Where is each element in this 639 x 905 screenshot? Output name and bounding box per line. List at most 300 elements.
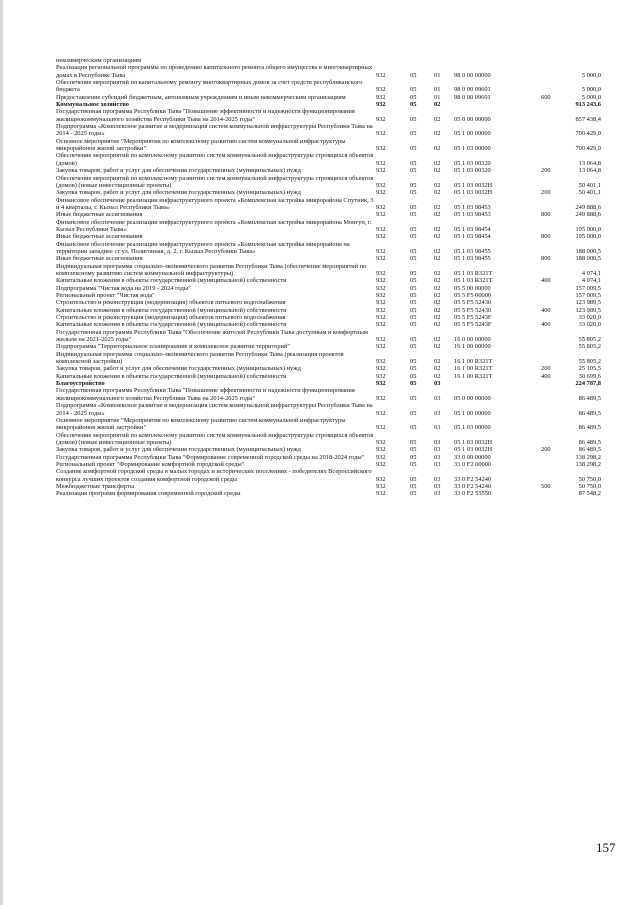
row-sum-cell: 55 805,2 [578,358,601,366]
row-csr-cell: 05 5 00 00000 [454,284,491,292]
row-sum-cell: 4 074,1 [581,277,601,285]
row-ved-cell: 932 [376,292,386,299]
row-name: Капитальные вложения в объекты государственной (муниципальной) собственности [56,372,287,380]
table-row [56,175,601,190]
section-row [56,380,601,387]
table-row [56,299,601,306]
row-csr-cell: 33 0 F2 55550 [454,490,492,498]
row-csr-cell: 16 1 00 00000 [454,343,491,351]
row-csr-cell: 05 5 F5 52430 [454,299,492,307]
row-csr-cell: 05 5 F5 5243F [454,321,492,329]
row-vr-cell: 200 [541,446,551,454]
row-pr-cell: 02 [434,365,441,373]
table-row [56,432,601,447]
row-name: Финансовое обеспечение реализации инфраструктурного проекта «Комплексная застройка микрорайона Спутник, 3 и 4 кварталы, г. Кызыл Республики Тыва» [56,196,374,211]
row-name: Региональный проект "Формирование комфортной городской среды" [56,460,245,468]
row-ved-cell: 932 [376,409,386,417]
table-row [56,211,601,218]
row-rz-cell: 05 [410,372,417,380]
row-ved-cell: 932 [376,145,386,153]
row-ved-cell: 932 [376,380,386,388]
table-row [56,167,601,174]
row-vr-cell: 400 [541,321,551,329]
row-name: Обеспечение мероприятий по комплексному развитию систем коммунальной инфраструктуры строящихся объектов (домов) (новые инвестиционные проекты) [56,431,374,446]
row-rz-cell: 05 [410,482,417,490]
row-rz-cell: 05 [410,233,417,241]
row-rz-cell: 05 [410,358,417,366]
row-sum-cell: 33 020,0 [578,321,601,329]
row-sum-cell: 13 064,8 [578,159,601,167]
row-pr-cell: 02 [434,372,441,380]
row-rz-cell: 05 [410,255,417,263]
row-name: Подпрограмма «Комплексное развитие и модернизация систем коммунальной инфраструктуры Республики Тыва на 2014 - 2025 годы» [56,123,373,138]
row-pr-cell: 02 [434,181,441,189]
row-vr-cell: 800 [541,255,551,263]
row-ved-cell: 932 [376,130,386,138]
row-sum-cell: 123 989,5 [575,306,601,314]
table-row [56,233,601,240]
row-csr-cell: 05 1 03 00320 [454,159,491,167]
row-rz-cell: 05 [410,115,417,123]
row-ved-cell: 932 [376,247,386,255]
row-rz-cell: 05 [410,343,417,351]
row-sum-cell: 138 298,2 [575,460,601,468]
row-pr-cell: 03 [434,438,441,446]
row-sum-cell: 224 787,8 [575,380,601,388]
row-name: Индивидуальная программа социально-экономического развития Республики Тыва (реализация проектов комплексной застройки) [56,350,344,366]
row-rz-cell: 05 [410,86,417,94]
row-rz-cell: 05 [410,314,417,322]
table-row [56,285,601,292]
row-sum-cell: 4 074,1 [581,269,601,277]
row-ved-cell: 932 [376,211,386,219]
row-sum-cell: 195 000,0 [575,233,601,241]
row-name: Подпрограмма «Комплексное развитие и модернизация систем коммунальной инфраструктуры Республики Тыва на 2014 - 2025 годы» [56,402,373,417]
row-pr-cell: 03 [434,490,441,498]
row-name: Закупка товаров, работ и услуг для обеспечения государственных (муниципальных) нужд [56,189,301,197]
row-csr-cell: 05 1 03 00000 [454,145,491,153]
row-pr-cell: 02 [434,269,441,277]
row-rz-cell: 05 [410,159,417,167]
table-row [56,108,601,123]
row-sum-cell: 87 548,2 [578,490,601,498]
row-rz-cell: 05 [410,189,417,197]
row-rz-cell: 05 [410,225,417,233]
table-row [56,219,601,234]
row-sum-cell: 25 105,5 [578,365,601,373]
row-ved-cell: 932 [376,336,386,344]
row-sum-cell: 55 805,2 [578,336,601,344]
row-sum-cell: 13 064,8 [578,167,601,175]
row-sum-cell: 33 020,0 [578,314,601,322]
table-row [56,446,601,453]
row-sum-cell: 5 000,0 [581,86,601,94]
row-sum-cell: 138 298,2 [575,453,601,461]
row-vr-cell: 400 [541,306,551,314]
page-number: 157 [596,840,616,855]
row-pr-cell: 02 [434,306,441,314]
row-rz-cell: 05 [410,460,417,468]
row-name: Основное мероприятие "Мероприятия по комплексному развитию систем коммунальной инфраструктуры микрорайонов жилой застройки" [56,137,346,153]
row-pr-cell: 03 [434,380,441,388]
table-row [56,263,601,278]
row-vr-cell: 600 [541,93,551,101]
row-csr-cell: 05 1 03 00000 [454,424,491,432]
row-ved-cell: 932 [376,321,386,329]
row-pr-cell: 02 [434,203,441,211]
row-vr-cell: 800 [541,211,551,219]
row-ved-cell: 932 [376,233,386,241]
row-name: Закупка товаров, работ и услуг для обеспечения государственных (муниципальных) нужд [56,446,301,454]
row-name: Обеспечение мероприятий по капитальному ремонту многоквартирных домов за счет средств республиканского бюджета [56,79,363,94]
table-row [56,292,601,299]
row-name: Благоустройство [56,380,105,388]
row-pr-cell: 02 [434,336,441,344]
table-row [56,79,601,94]
row-pr-cell: 03 [434,460,441,468]
table-row [56,454,601,461]
row-csr-cell: 16 1 00 R321Т [454,372,493,380]
row-name: Подпрограмма "Чистая вода на 2019 - 2024 годы" [56,284,191,292]
row-ved-cell: 932 [376,277,386,285]
row-rz-cell: 05 [410,130,417,138]
row-vr-cell: 400 [541,372,551,380]
row-csr-cell: 05 5 F5 00000 [454,292,492,299]
row-rz-cell: 05 [410,93,417,101]
row-ved-cell: 932 [376,372,386,380]
row-ved-cell: 932 [376,394,386,402]
row-csr-cell: 05 5 F5 5243F [454,314,492,322]
row-ved-cell: 932 [376,159,386,167]
row-ved-cell: 932 [376,115,386,123]
row-vr-cell: 500 [541,482,551,490]
row-csr-cell: 05 1 03 0032Н [454,438,493,446]
row-sum-cell: 55 805,2 [578,343,601,351]
row-pr-cell: 02 [434,247,441,255]
row-rz-cell: 05 [410,145,417,153]
row-sum-cell: 249 888,6 [575,203,601,211]
row-ved-cell: 932 [376,482,386,490]
row-rz-cell: 05 [410,321,417,329]
row-csr-cell: 05 0 00 00000 [454,115,491,123]
row-csr-cell: 05 1 03 R321Т [454,269,493,277]
row-name: Иные бюджетные ассигнования [56,255,143,263]
row-pr-cell: 02 [434,211,441,219]
row-csr-cell: 05 1 03 98454 [454,225,491,233]
row-pr-cell: 03 [434,475,441,483]
row-csr-cell: 33 0 F2 00000 [454,460,492,468]
row-pr-cell: 02 [434,189,441,197]
row-pr-cell: 02 [434,284,441,292]
row-rz-cell: 05 [410,336,417,344]
row-rz-cell: 05 [410,453,417,461]
row-csr-cell: 05 1 03 0032Н [454,189,493,197]
row-pr-cell: 01 [434,71,441,79]
row-rz-cell: 05 [410,394,417,402]
row-ved-cell: 932 [376,255,386,263]
row-pr-cell: 02 [434,167,441,175]
row-name: некоммерческим организациям [56,57,142,64]
row-pr-cell: 03 [434,424,441,432]
row-sum-cell: 50 401,1 [578,181,601,189]
row-name: Финансовое обеспечение реализации инфраструктурного проекта «Комплексная застройка микрорайона Монгун, г. Кызыл Республики Тыва» [56,218,372,233]
row-rz-cell: 05 [410,247,417,255]
table-row [56,373,601,380]
row-name: Государственная программа Республики Тыва "Повышение эффективности и надежности функционирования жилищнокоммунального хозяйства Республики Тыва на 2014-2025 годы" [56,108,355,123]
table-row [56,483,601,490]
row-name: Государственная программа Республики Тыва "Повышение эффективности и надежности функционирования жилищнокоммунального хозяйства Республики Тыва на 2014-2025 годы" [56,387,355,402]
row-name: Закупка товаров, работ и услуг для обеспечения государственных (муниципальных) нужд [56,365,301,373]
row-csr-cell: 05 1 03 98454 [454,233,491,241]
row-sum-cell: 86 489,5 [578,438,601,446]
row-pr-cell: 02 [434,225,441,233]
table-row [56,138,601,153]
row-ved-cell: 932 [376,314,386,322]
row-csr-cell: 05 1 03 98453 [454,203,491,211]
row-name: Иные бюджетные ассигнования [56,211,143,219]
table-row [56,343,601,350]
row-pr-cell: 02 [434,115,441,123]
row-pr-cell: 01 [434,86,441,94]
row-sum-cell: 157 009,5 [575,284,601,292]
row-rz-cell: 05 [410,475,417,483]
row-ved-cell: 932 [376,438,386,446]
row-sum-cell: 86 489,5 [578,409,601,417]
row-ved-cell: 932 [376,269,386,277]
row-name: Обеспечение мероприятий по комплексному развитию систем коммунальной инфраструктуры строящихся объектов (домов) [56,152,374,167]
table-row [56,365,601,372]
row-ved-cell: 932 [376,93,386,101]
table-row [56,314,601,321]
row-rz-cell: 05 [410,211,417,219]
row-ved-cell: 932 [376,453,386,461]
row-csr-cell: 05 0 00 00000 [454,394,491,402]
row-csr-cell: 98 0 00 00000 [454,71,491,79]
row-csr-cell: 16 1 00 R321Т [454,358,493,366]
row-rz-cell: 05 [410,490,417,498]
row-ved-cell: 932 [376,490,386,498]
row-csr-cell: 05 1 03 98453 [454,211,491,219]
row-pr-cell: 02 [434,233,441,241]
row-ved-cell: 932 [376,365,386,373]
row-rz-cell: 05 [410,306,417,314]
row-ved-cell: 932 [376,86,386,94]
table-row [56,197,601,212]
row-pr-cell: 02 [434,292,441,299]
table-row [56,241,601,256]
table-row [56,255,601,262]
row-rz-cell: 05 [410,365,417,373]
row-ved-cell: 932 [376,181,386,189]
row-rz-cell: 05 [410,277,417,285]
row-csr-cell: 05 1 00 00000 [454,130,491,138]
table-row [56,490,601,497]
row-csr-cell: 33 0 F2 54240 [454,475,492,483]
row-sum-cell: 157 009,5 [575,292,601,299]
row-ved-cell: 932 [376,358,386,366]
row-rz-cell: 05 [410,167,417,175]
row-ved-cell: 932 [376,475,386,483]
row-sum-cell: 50 401,1 [578,189,601,197]
row-sum-cell: 86 489,5 [578,394,601,402]
table-row [56,468,601,483]
row-sum-cell: 30 699,6 [578,372,601,380]
row-ved-cell: 932 [376,225,386,233]
row-rz-cell: 05 [410,446,417,454]
table-row [56,94,601,101]
row-ved-cell: 932 [376,167,386,175]
row-name: Закупка товаров, работ и услуг для обеспечения государственных (муниципальных) нужд [56,167,301,175]
table-row [56,64,601,79]
row-sum-cell: 700 429,0 [575,130,601,138]
row-sum-cell: 700 429,0 [575,145,601,153]
row-rz-cell: 05 [410,203,417,211]
row-name: Строительство и реконструкция (модернизация) объектов питьевого водоснабжения [56,299,286,307]
table-row [56,402,601,417]
row-name: Индивидуальная программа социально-экономического развития Республики Тыва (обеспечение мероприятий по комплексному развитию систем коммунальной инфраструктуры) [56,262,367,277]
table-row [56,307,601,314]
row-name: Основное мероприятие "Мероприятия по комплексному развитию систем коммунальной инфраструктуры микрорайонов жилой застройки" [56,416,346,432]
row-rz-cell: 05 [410,409,417,417]
table-row [56,351,601,366]
row-sum-cell: 50 750,0 [578,482,601,490]
row-sum-cell: 86 489,5 [578,446,601,454]
row-name: Государственная программа Республики Тыва "Формирование современной городской среды на 2018-2024 годы" [56,453,365,461]
row-name: Коммунальное хозяйство [56,101,129,109]
row-rz-cell: 05 [410,181,417,189]
row-pr-cell: 03 [434,446,441,454]
row-rz-cell: 05 [410,424,417,432]
row-name: Капитальные вложения в объекты государственной (муниципальной) собственности [56,321,287,329]
row-sum-cell: 857 438,4 [575,115,601,123]
row-rz-cell: 05 [410,438,417,446]
row-ved-cell: 932 [376,343,386,351]
row-name: Межбюджетные трансферты [56,482,135,490]
row-sum-cell: 188 000,5 [575,255,601,263]
row-pr-cell: 02 [434,358,441,366]
table-row [56,461,601,468]
row-csr-cell: 05 1 03 98455 [454,247,491,255]
row-pr-cell: 02 [434,321,441,329]
row-vr-cell: 800 [541,233,551,241]
row-ved-cell: 932 [376,306,386,314]
row-name: Капитальные вложения в объекты государственной (муниципальной) собственности [56,306,287,314]
row-ved-cell: 932 [376,299,386,307]
row-sum-cell: 5 000,0 [581,93,601,101]
row-csr-cell: 05 1 00 00000 [454,409,491,417]
table-row [56,123,601,138]
row-pr-cell: 02 [434,101,441,109]
row-name: Подпрограмма "Территориальное планирование и комплексное развитие территорий" [56,343,290,351]
row-rz-cell: 05 [410,269,417,277]
row-csr-cell: 05 1 03 00320 [454,167,491,175]
row-pr-cell: 03 [434,394,441,402]
row-pr-cell: 02 [434,145,441,153]
row-pr-cell: 02 [434,159,441,167]
row-pr-cell: 03 [434,453,441,461]
row-vr-cell: 200 [541,167,551,175]
table-row [56,387,601,402]
row-csr-cell: 05 1 03 0032Н [454,446,493,454]
row-csr-cell: 33 0 F2 54240 [454,482,492,490]
row-pr-cell: 03 [434,482,441,490]
row-ved-cell: 932 [376,446,386,454]
table-row [56,277,601,284]
row-ved-cell: 932 [376,424,386,432]
row-rz-cell: 05 [410,299,417,307]
row-name: Капитальные вложения в объекты государственной (муниципальной) собственности [56,277,287,285]
row-ved-cell: 932 [376,71,386,79]
row-csr-cell: 33 0 00 00000 [454,453,491,461]
row-name: Реализация региональной программы по проведению капитального ремонта общего имущества в многоквартирных домах в Республике Тыва [56,64,373,79]
row-csr-cell: 05 5 F5 52430 [454,306,492,314]
row-pr-cell: 02 [434,277,441,285]
row-pr-cell: 02 [434,314,441,322]
row-name: Реализация программ формирования современной городской среды [56,490,241,498]
row-rz-cell: 05 [410,380,417,388]
row-vr-cell: 400 [541,277,551,285]
table-row [56,329,601,344]
row-ved-cell: 932 [376,203,386,211]
row-rz-cell: 05 [410,71,417,79]
row-pr-cell: 02 [434,255,441,263]
row-sum-cell: 249 888,6 [575,211,601,219]
row-vr-cell: 200 [541,365,551,373]
row-sum-cell: 123 989,5 [575,299,601,307]
section-row [56,101,601,108]
row-name: Региональный проект "Чистая вода" [56,292,155,299]
row-name: Предоставление субсидий бюджетным, автономным учреждениям и иным некоммерческим организациям [56,93,346,101]
row-csr-cell: 05 1 03 98455 [454,255,491,263]
row-name: Создание комфортной городской среды в малых городах и исторических поселениях - победителях Всероссийского конкурса лучших проектов создания комфортной городской среды [56,468,372,483]
row-ved-cell: 932 [376,284,386,292]
table-row [56,321,601,328]
scan-edge-shadow [0,0,3,905]
row-pr-cell: 03 [434,409,441,417]
row-csr-cell: 16 0 00 00000 [454,336,491,344]
row-sum-cell: 195 000,0 [575,225,601,233]
row-pr-cell: 01 [434,93,441,101]
table-row [56,189,601,196]
row-name: Иные бюджетные ассигнования [56,233,143,241]
row-ved-cell: 932 [376,189,386,197]
row-pr-cell: 02 [434,343,441,351]
row-sum-cell: 188 000,5 [575,247,601,255]
row-rz-cell: 05 [410,284,417,292]
row-csr-cell: 05 1 03 R321Т [454,277,493,285]
table-row [56,57,601,64]
row-pr-cell: 02 [434,299,441,307]
row-csr-cell: 05 1 03 0032Н [454,181,493,189]
row-csr-cell: 98 0 00 09601 [454,86,491,94]
row-name: Государственная программа Республики Тыва "Обеспечение жителей Республики Тыва доступным и комфортным жильем на 2021-2025 годы" [56,328,368,344]
row-sum-cell: 913 243,6 [575,101,601,109]
table-row [56,152,601,167]
row-sum-cell: 86 489,5 [578,424,601,432]
row-csr-cell: 16 1 00 R321Т [454,365,493,373]
row-name: Обеспечение мероприятий по комплексному развитию систем коммунальной инфраструктуры строящихся объектов (домов) (новые инвестиционные проекты) [56,174,374,189]
row-csr-cell: 98 0 00 09601 [454,93,491,101]
row-name: Финансовое обеспечение реализации инфраструктурного проекта «Комплексная застройка микрорайона на территории западнее ст ул. Полигонная, д. 2, г. Кызыл Республики Тыва» [56,240,350,255]
row-ved-cell: 932 [376,101,386,109]
row-pr-cell: 02 [434,130,441,138]
row-sum-cell: 5 000,0 [581,71,601,79]
row-ved-cell: 932 [376,460,386,468]
budget-table [56,57,601,498]
row-vr-cell: 200 [541,189,551,197]
row-rz-cell: 05 [410,101,417,109]
row-sum-cell: 50 750,0 [578,475,601,483]
